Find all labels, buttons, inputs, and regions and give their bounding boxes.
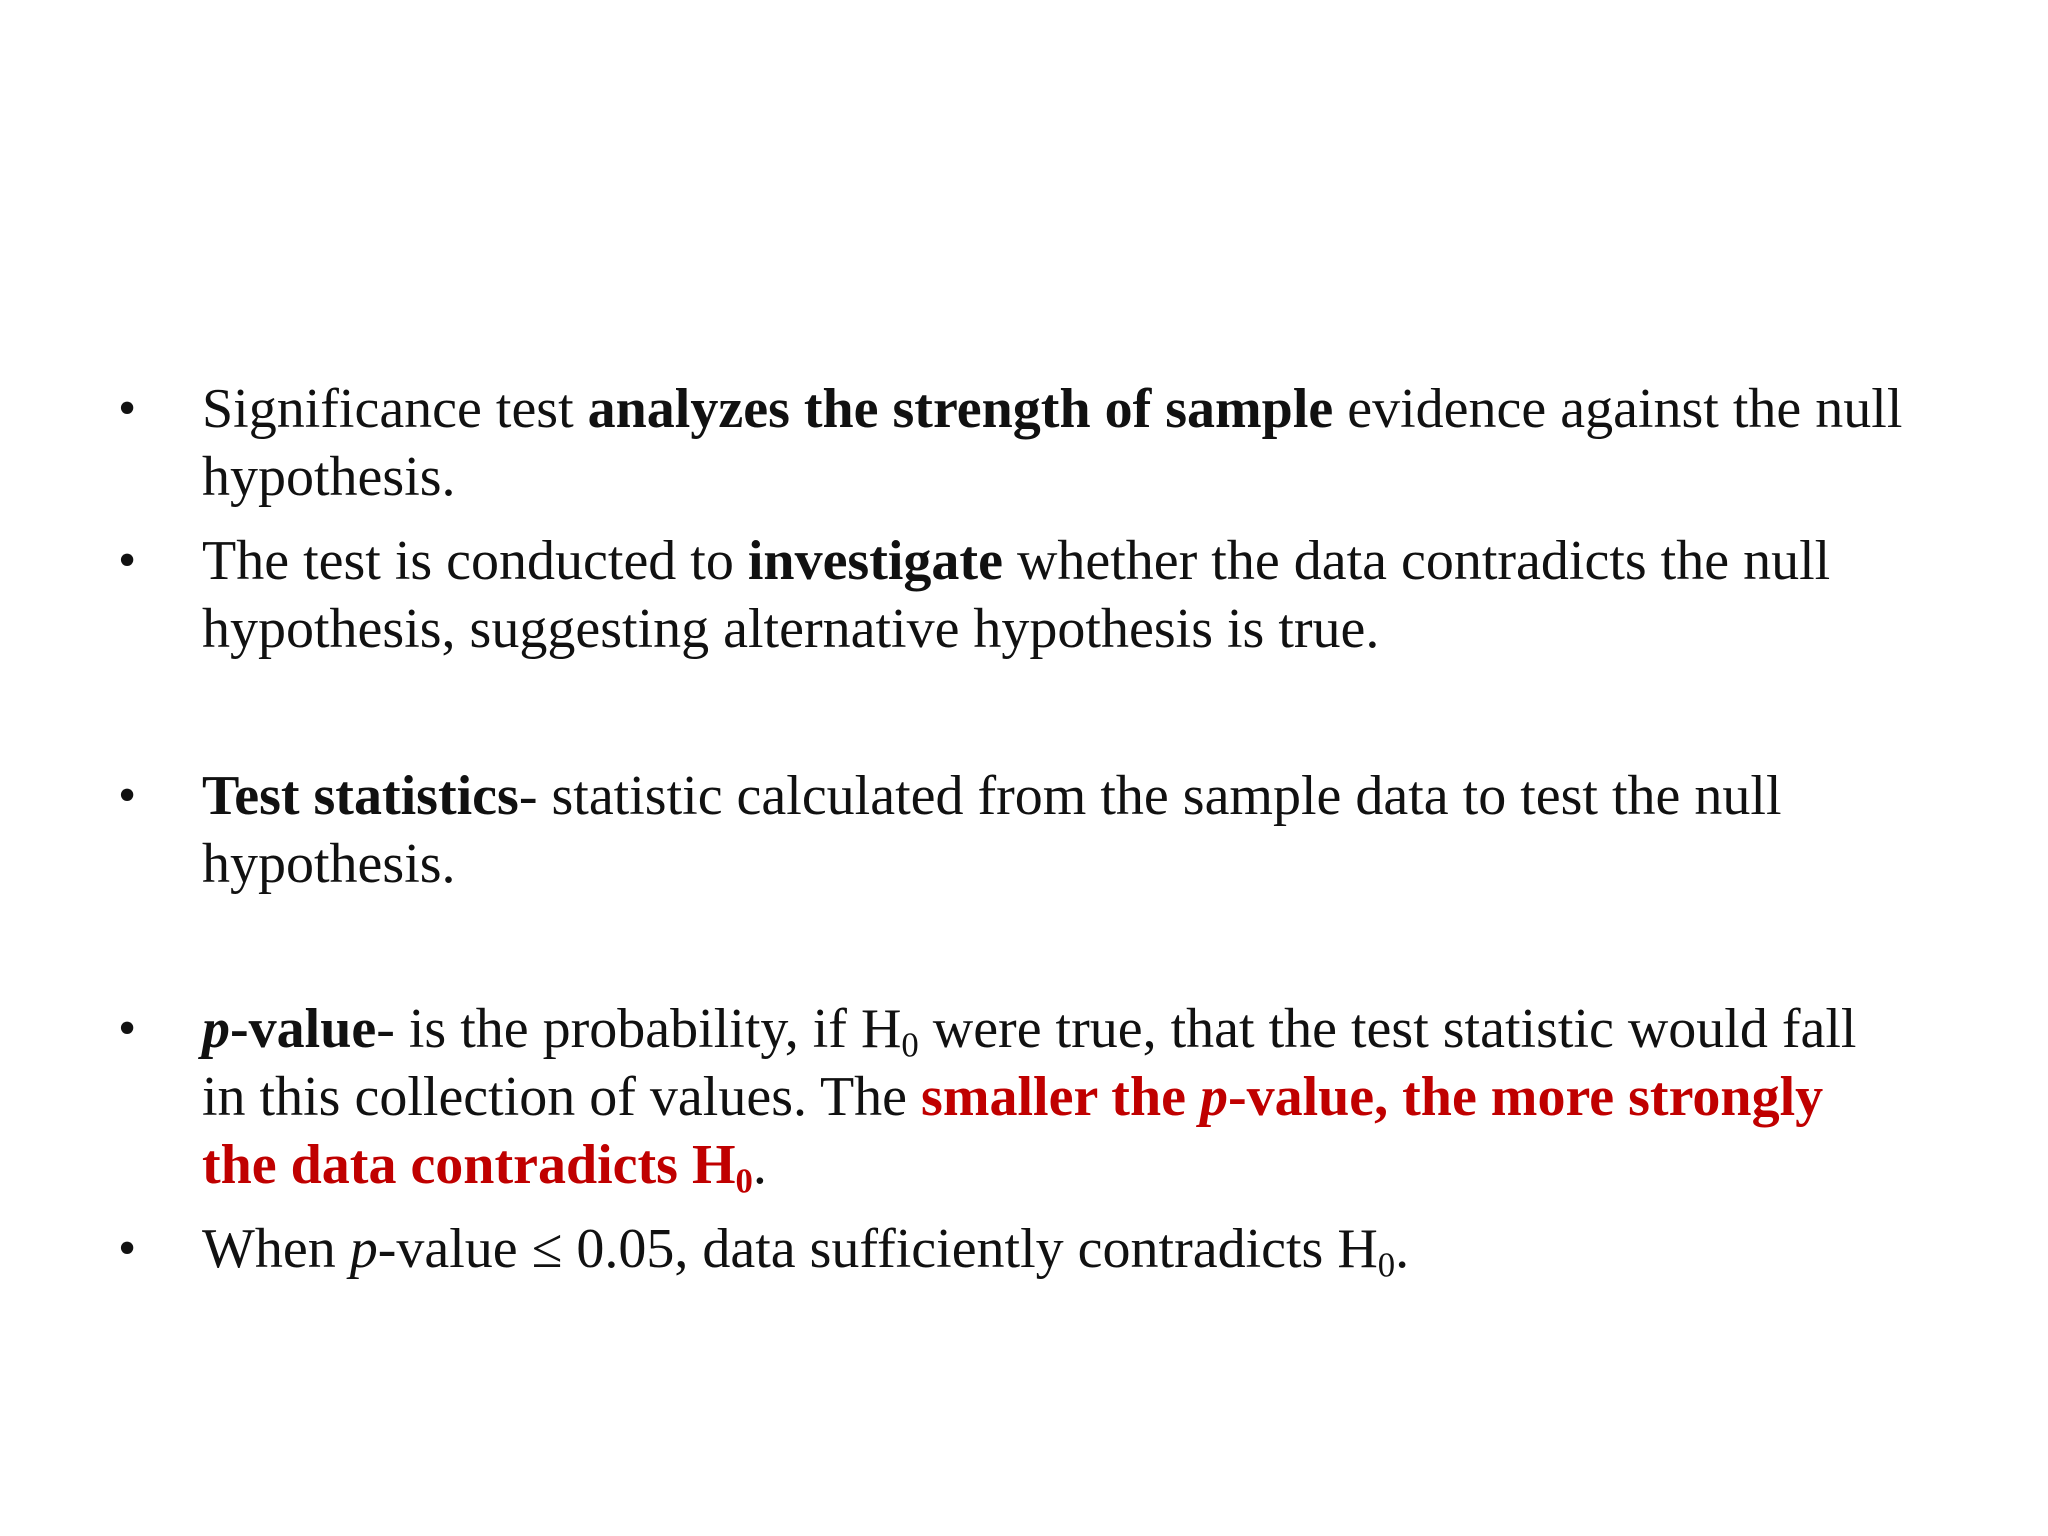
text-run: hypothesis. [202,446,456,508]
bold-text: investigate [747,530,1003,592]
text-run: Significance test [202,378,588,440]
bold-text: Test statistics [202,765,519,827]
text-run: -value ≤ 0.05, data sufficiently contradicts H [377,1218,1378,1280]
bullet-text [202,995,2002,1199]
text-run: When [202,1218,350,1280]
highlight-text [921,1066,1823,1128]
text-run: . [752,1134,767,1196]
text-run: -value, the more strongly [1227,1066,1824,1128]
highlight-text [202,1134,753,1201]
bullet-icon: • [118,380,137,437]
text-line [202,1131,2002,1199]
bullet-icon: • [118,767,137,824]
text-line [202,995,2002,1063]
text-run: evidence against the null [1333,378,1903,440]
subscript: 0 [901,1025,919,1065]
text-run: . [1395,1218,1410,1280]
bullet-icon: • [118,1000,137,1057]
italic-text: p [349,1218,378,1280]
bullet-text [202,527,2002,663]
text-line [202,762,2002,830]
text-run: - is the probability, if H [376,998,902,1060]
bullet-icon: • [118,532,137,589]
subscript: 0 [735,1161,753,1201]
bullet-icon: • [118,1220,137,1277]
italic-text: p [202,998,230,1060]
text-run: were true, that the test statistic would fall [918,998,1857,1060]
text-line [202,830,2002,898]
text-line [202,443,2002,511]
text-run: - statistic calculated from the sample data to test the null [518,765,1782,827]
text-line [202,595,2002,663]
text-line [202,375,2002,443]
bullet-text [202,375,2002,511]
text-run: the data contradicts H [202,1134,736,1196]
text-run: -value [230,998,377,1060]
italic-text: p [1199,1066,1228,1128]
text-run: in this collection of values. The [202,1066,922,1128]
text-run: whether the data contradicts the null [1002,530,1831,592]
bullet-text [202,1215,2002,1283]
subscript: 0 [1377,1245,1396,1285]
bold-text [202,998,376,1060]
bold-text: analyzes the strength of sample [587,378,1334,440]
text-line [202,1215,2002,1283]
bullet-text [202,762,2002,898]
text-run: hypothesis, suggesting alternative hypothesis is true. [202,598,1380,660]
text-run: hypothesis. [202,833,456,895]
text-run: smaller the [921,1066,1200,1128]
text-line [202,1063,2002,1131]
text-run: The test is conducted to [202,530,748,592]
text-line [202,527,2002,595]
